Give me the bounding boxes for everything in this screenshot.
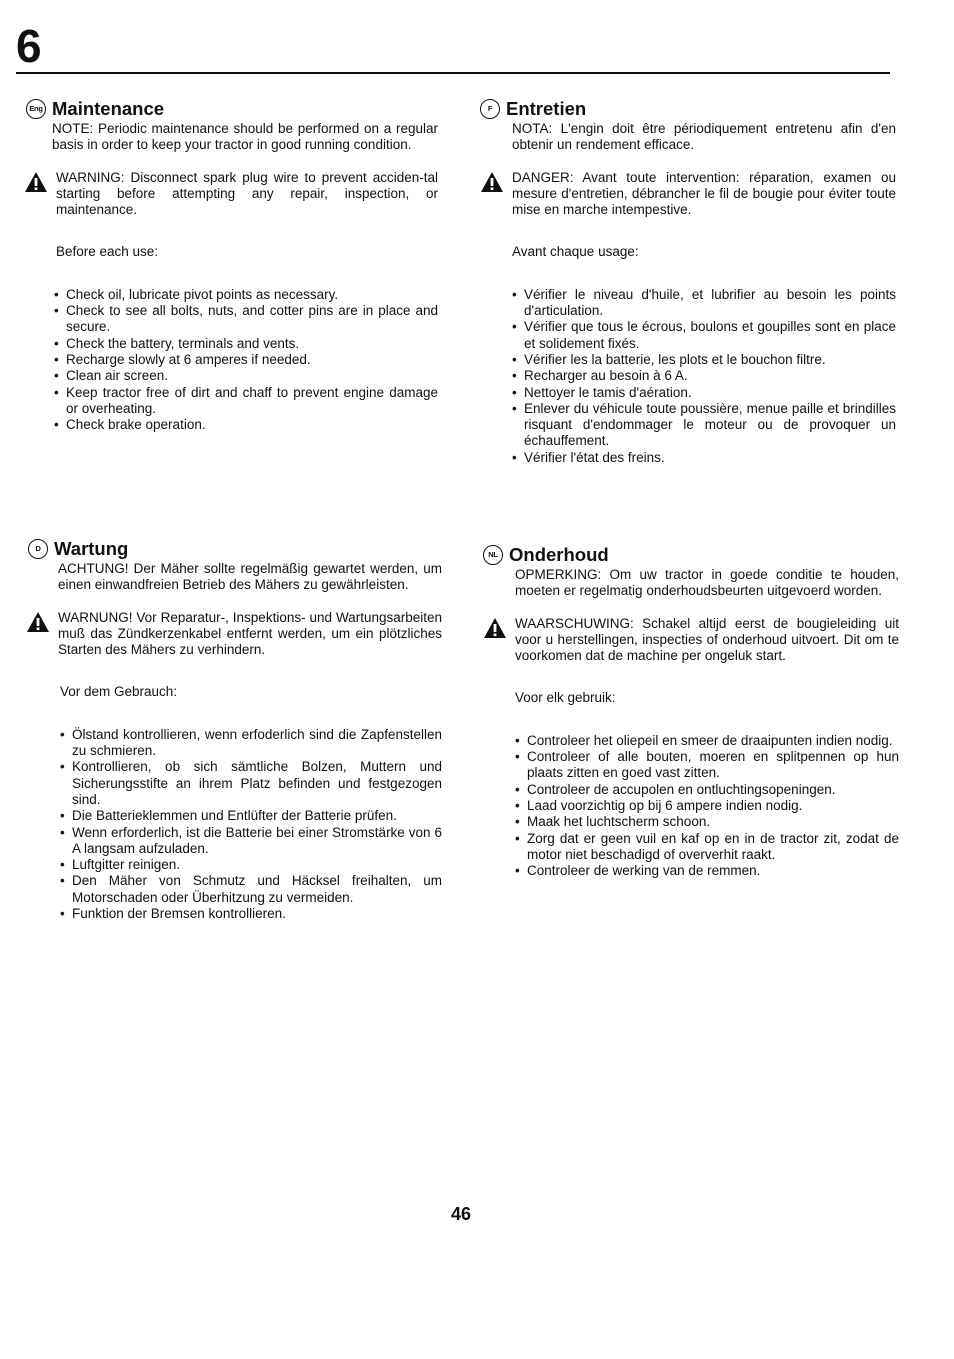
- list-item: • Clean air screen.: [54, 368, 438, 384]
- lead-text: Avant chaque usage:: [512, 244, 639, 260]
- list-item: • Keep tractor free of dirt and chaff to prevent engine damage or overheating.: [54, 385, 438, 418]
- list-item: • Check brake operation.: [54, 417, 438, 433]
- lead-text: Voor elk gebruik:: [515, 690, 616, 706]
- section-title: Maintenance: [52, 98, 165, 119]
- language-en-icon: Eng: [26, 99, 46, 119]
- list-item: • Die Batterieklemmen und Entlüfter der Batterie prüfen.: [60, 808, 442, 824]
- list-item: • Check the battery, terminals and vents.: [54, 336, 438, 352]
- section-title: Onderhoud: [509, 544, 609, 565]
- list-item: • Den Mäher von Schmutz und Häcksel freihalten, um Motorschaden oder Überhitzung zu vermeiden.: [60, 873, 442, 906]
- section-heading: [480, 98, 896, 120]
- checklist: [60, 727, 442, 923]
- warning-triangle-icon: [26, 611, 50, 633]
- list-item: • Vérifier les la batterie, les plots et le bouchon filtre.: [512, 352, 896, 368]
- warning-block: [512, 170, 896, 219]
- list-item: • Luftgitter reinigen.: [60, 857, 442, 873]
- list-item: • Recharger au besoin à 6 A.: [512, 368, 896, 384]
- note-text: OPMERKING: Om uw tractor in goede conditie te houden, moeten er regelmatig onderhoudsbeurten uitgevoerd worden.: [515, 567, 899, 599]
- warning-block: [58, 610, 442, 659]
- list-item: • Check oil, lubricate pivot points as necessary.: [54, 287, 438, 303]
- list-item: • Check to see all bolts, nuts, and cotter pins are in place and secure.: [54, 303, 438, 336]
- warning-block: [56, 170, 438, 219]
- list-item: • Nettoyer le tamis d'aération.: [512, 385, 896, 401]
- section-title: Entretien: [506, 98, 587, 119]
- checklist: [54, 287, 438, 434]
- list-item: • Laad voorzichtig op bij 6 ampere indien nodig.: [515, 798, 899, 814]
- section-french: [487, 98, 896, 466]
- note-text: ACHTUNG! Der Mäher sollte regelmäßig gewartet werden, um einen einwandfreien Betrieb des Mähers zu gewährleisten.: [58, 561, 442, 593]
- section-dutch: [488, 544, 899, 879]
- list-item: • Controleer het oliepeil en smeer de draaipunten indien nodig.: [515, 733, 899, 749]
- list-item: • Enlever du véhicule toute poussière, menue paille et brindilles risquant d'endommager le moteur ou de provoquer un échauffement.: [512, 401, 896, 450]
- lead-text: Vor dem Gebrauch:: [60, 684, 178, 700]
- section-german: [35, 538, 442, 922]
- section-heading: [483, 544, 899, 566]
- language-nl-icon: NL: [483, 545, 503, 565]
- list-item: • Vérifier le niveau d'huile, et lubrifier au besoin les points d'articulation.: [512, 287, 896, 320]
- warning-triangle-icon: [24, 171, 48, 193]
- checklist: [512, 287, 896, 466]
- section-english: [29, 98, 438, 433]
- list-item: • Wenn erforderlich, ist die Batterie bei einer Stromstärke von 6 A langsam aufzuladen.: [60, 825, 442, 858]
- warning-text: DANGER: Avant toute intervention: réparation, examen ou mesure d'entretien, débrancher le fil de bougie pour éviter toute mise en marche intempestive.: [512, 169, 896, 218]
- section-heading: [28, 538, 442, 560]
- list-item: • Controleer de accupolen en ontluchtingsopeningen.: [515, 782, 899, 798]
- list-item: • Kontrollieren, ob sich sämtliche Bolzen, Muttern und Sicherungsstifte an ihrem Platz befinden und festgezogen sind.: [60, 759, 442, 808]
- warning-triangle-icon: [483, 617, 507, 639]
- checklist: [515, 733, 899, 880]
- note-text: NOTA: L'engin doit être périodiquement entretenu afin d'en obtenir un rendement efficace.: [512, 121, 896, 153]
- language-de-icon: D: [28, 539, 48, 559]
- page-number: 46: [450, 1204, 472, 1224]
- list-item: • Controleer of alle bouten, moeren en splitpennen op hun plaats zitten en goed vast zitten.: [515, 749, 899, 782]
- list-item: • Funktion der Bremsen kontrollieren.: [60, 906, 442, 922]
- warning-block: [515, 616, 899, 665]
- note-text: NOTE: Periodic maintenance should be performed on a regular basis in order to keep your tractor in good running condition.: [52, 121, 438, 153]
- list-item: • Vérifier que tous le écrous, boulons et goupilles sont en place et solidement fixés.: [512, 319, 896, 352]
- language-fr-icon: F: [480, 99, 500, 119]
- header-rule: [16, 72, 890, 74]
- list-item: • Maak het luchtscherm schoon.: [515, 814, 899, 830]
- warning-text: WARNING: Disconnect spark plug wire to prevent acciden-tal starting before attempting any repair, inspection, or maintenance.: [56, 169, 438, 218]
- list-item: • Zorg dat er geen vuil en kaf op en in de tractor zit, zodat de motor niet beschadigd of oververhit raakt.: [515, 831, 899, 864]
- chapter-number: 6: [16, 20, 42, 72]
- list-item: • Controleer de werking van de remmen.: [515, 863, 899, 879]
- list-item: • Vérifier l'état des freins.: [512, 450, 896, 466]
- list-item: • Recharge slowly at 6 amperes if needed.: [54, 352, 438, 368]
- warning-text: WAARSCHUWING: Schakel altijd eerst de bougieleiding uit voor u herstellingen, inspecties of onderhoud uitvoert. Dit om te voorkomen dat de machine per ongeluk start.: [515, 615, 899, 664]
- list-item: • Ölstand kontrollieren, wenn erfoderlich sind die Zapfenstellen zu schmieren.: [60, 727, 442, 760]
- warning-triangle-icon: [480, 171, 504, 193]
- section-heading: [26, 98, 438, 120]
- warning-text: WARNUNG! Vor Reparatur-, Inspektions- und Wartungsarbeiten muß das Zündkerzenkabel entfernt werden, um ein plötzliches Starten des Mähers zu verhindern.: [58, 609, 442, 658]
- lead-text: Before each use:: [56, 244, 159, 260]
- section-title: Wartung: [54, 538, 129, 559]
